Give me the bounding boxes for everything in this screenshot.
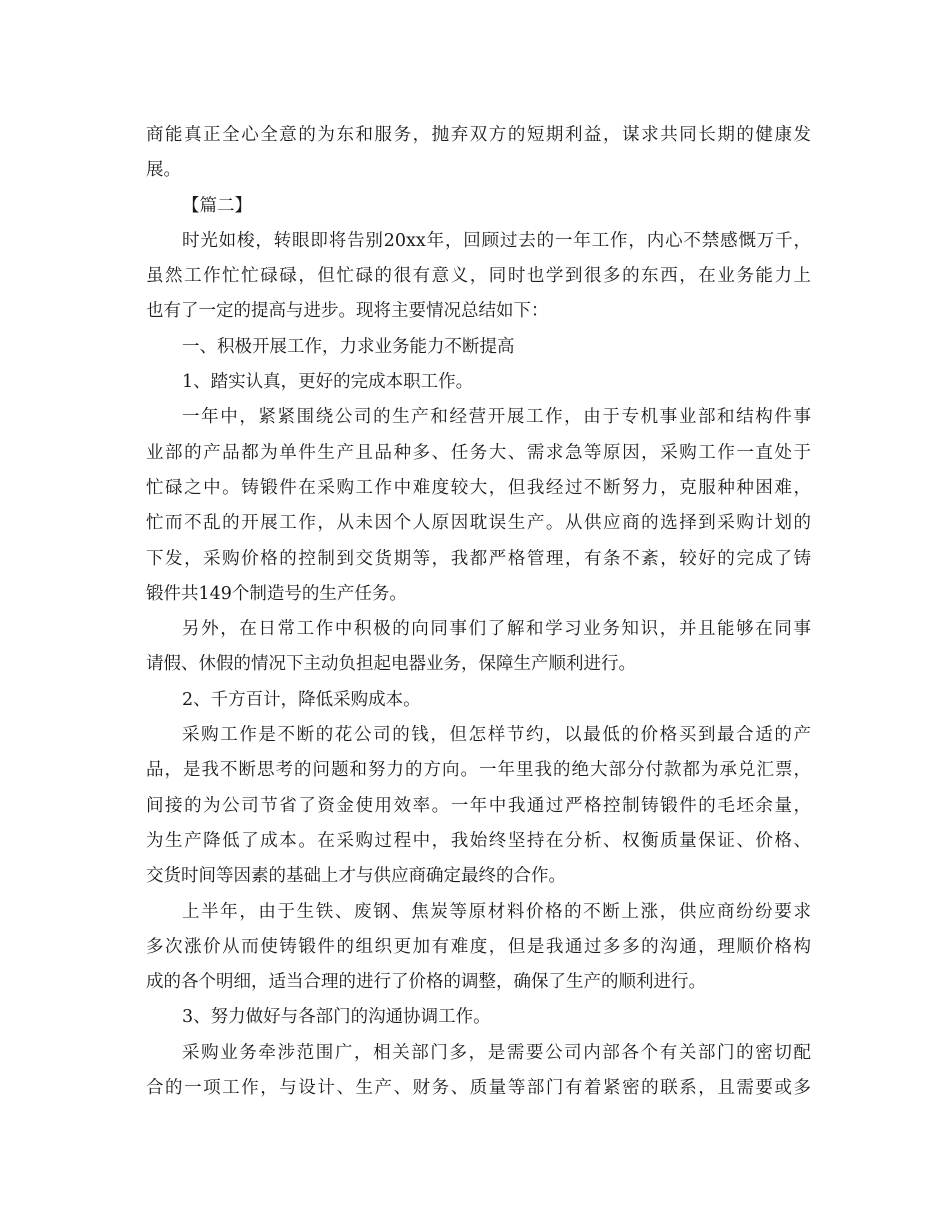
text-line: 一年中，紧紧围绕公司的生产和经营开展工作，由于专机事业部和结构件事: [182, 407, 811, 428]
text-line: 忙而不乱的开展工作，从未因个人原因耽误生产。从供应商的选择到采购计划的: [146, 513, 811, 534]
text-line: 3、努力做好与各部门的沟通协调工作。: [182, 1007, 491, 1028]
text-line: 【篇二】: [182, 195, 252, 216]
text-line: 品，是我不断思考的问题和努力的方向。一年里我的绝大部分付款都为承兑汇票，: [146, 760, 811, 781]
text-line: 多次涨价从而使铸锻件的组织更加有难度，但是我通过多多的沟通，理顺价格构: [146, 936, 811, 957]
text-line: 采购工作是不断的花公司的钱，但怎样节约，以最低的价格买到最合适的产: [182, 725, 811, 746]
text-line: 一、积极开展工作，力求业务能力不断提高: [182, 336, 515, 357]
text-line: 忙碌之中。铸锻件在采购工作中难度较大，但我经过不断努力，克服种种困难，: [146, 477, 811, 498]
text-line: 另外，在日常工作中积极的向同事们了解和学习业务知识，并且能够在同事: [182, 619, 811, 640]
text-line: 采购业务牵涉范围广，相关部门多，是需要公司内部各个有关部门的密切配: [182, 1042, 811, 1063]
text-line: 请假、休假的情况下主动负担起电器业务，保障生产顺利进行。: [146, 654, 636, 675]
text-line: 间接的为公司节省了资金使用效率。一年中我通过严格控制铸锻件的毛坯余量，: [146, 795, 811, 816]
text-line: 锻件共149个制造号的生产任务。: [146, 583, 407, 604]
text-line: 下发，采购价格的控制到交货期等，我都严格管理，有条不紊，较好的完成了铸: [146, 548, 811, 569]
text-line: 时光如梭，转眼即将告别20xx年，回顾过去的一年工作，内心不禁感慨万千，: [182, 230, 811, 251]
text-line: 上半年，由于生铁、废钢、焦炭等原材料价格的不断上涨，供应商纷纷要求: [182, 901, 811, 922]
text-line: 展。: [146, 160, 181, 181]
text-line: 交货时间等因素的基础上才与供应商确定最终的合作。: [146, 866, 566, 887]
text-line: 2、千方百计，降低采购成本。: [182, 689, 421, 710]
text-line: 商能真正全心全意的为东和服务，抛弃双方的短期利益，谋求共同长期的健康发: [146, 125, 811, 145]
text-line: 1、踏实认真，更好的完成本职工作。: [182, 372, 474, 393]
text-line: 合的一项工作，与设计、生产、财务、质量等部门有着紧密的联系，且需要或多: [146, 1078, 811, 1099]
text-line: 业部的产品都为单件生产且品种多、任务大、需求急等原因，采购工作一直处于: [146, 442, 811, 463]
text-line: 成的各个明细，适当合理的进行了价格的调整，确保了生产的顺利进行。: [146, 972, 706, 993]
text-line: 虽然工作忙忙碌碌，但忙碌的很有意义，同时也学到很多的东西，在业务能力上: [146, 266, 811, 287]
text-line: 也有了一定的提高与进步。现将主要情况总结如下：: [146, 301, 549, 322]
text-line: 为生产降低了成本。在采购过程中，我始终坚持在分析、权衡质量保证、价格、: [146, 830, 811, 851]
document-body: [146, 118, 811, 1106]
